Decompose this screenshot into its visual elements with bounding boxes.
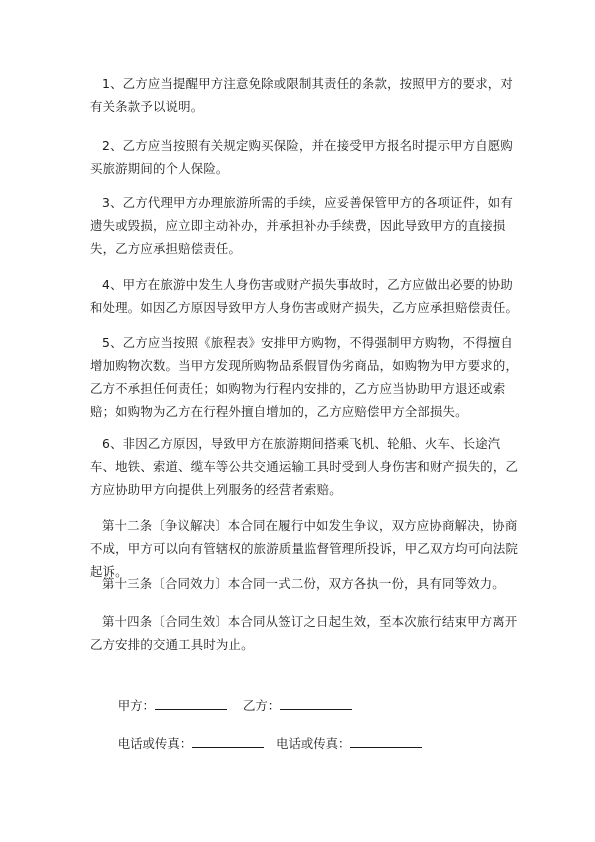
clause-3: 3、乙方代理甲方办理旅游所需的手续，应妥善保管甲方的各项证件，如有遗失或毁损，应立即主动补办，并承担补办手续费，因此导致甲方的直接损失，乙方应承担赔偿责任。 bbox=[90, 195, 513, 256]
clause-6: 6、非因乙方原因，导致甲方在旅游期间搭乘飞机、轮船、火车、长途汽车、地铁、索道、缆车等公共交通运输工具时受到人身伤害和财产损失的，乙方应协助甲方向提供上列服务的经营者索赔。 bbox=[90, 436, 519, 497]
party-a-blank bbox=[155, 697, 227, 710]
phone-a-blank bbox=[192, 735, 264, 748]
article-14: 第十四条〔合同生效〕本合同从签订之日起生效，至本次旅行结束甲方离开乙方安排的交通工具时为止。 bbox=[90, 614, 518, 652]
article-12: 第十二条〔争议解决〕本合同在履行中如发生争议，双方应协商解决，协商不成，甲方可以向有管辖权的旅游质量监督管理所投诉，甲乙双方均可向法院起诉。 bbox=[90, 518, 519, 579]
clause-4: 4、甲方在旅游中发生人身伤害或财产损失事故时，乙方应做出必要的协助和处理。如因乙方原因导致甲方人身伤害或财产损失，乙方应承担赔偿责任。 bbox=[90, 277, 519, 315]
phone-b-label: 电话或传真： bbox=[276, 736, 351, 751]
party-a-label: 甲方： bbox=[117, 698, 155, 713]
clause-5: 5、乙方应当按照《旅程表》安排甲方购物，不得强制甲方购物，不得擅自增加购物次数。当甲方发现所购物品系假冒伪劣商品，如购物为甲方要求的，乙方不承担任何责任；如购物为行程内安排的，乙方应当协助甲方退还或索赔；如购物为乙方在行程外擅自增加的，乙方应赔偿甲方全部损失。 bbox=[90, 335, 519, 419]
party-b-blank bbox=[280, 697, 352, 710]
signature-row-phones bbox=[102, 714, 422, 774]
clause-1: 1、乙方应当提醒甲方注意免除或限制其责任的条款，按照甲方的要求，对有关条款予以说明。 bbox=[90, 76, 513, 114]
phone-a-label: 电话或传真： bbox=[117, 736, 193, 751]
party-b-label: 乙方： bbox=[242, 698, 281, 713]
phone-b-blank bbox=[350, 735, 422, 748]
clause-2: 2、乙方应当按照有关规定购买保险，并在接受甲方报名时提示甲方自愿购买旅游期间的个人保险。 bbox=[90, 138, 513, 176]
article-13: 第十三条〔合同效力〕本合同一式二份，双方各执一份，具有同等效力。 bbox=[102, 576, 505, 591]
